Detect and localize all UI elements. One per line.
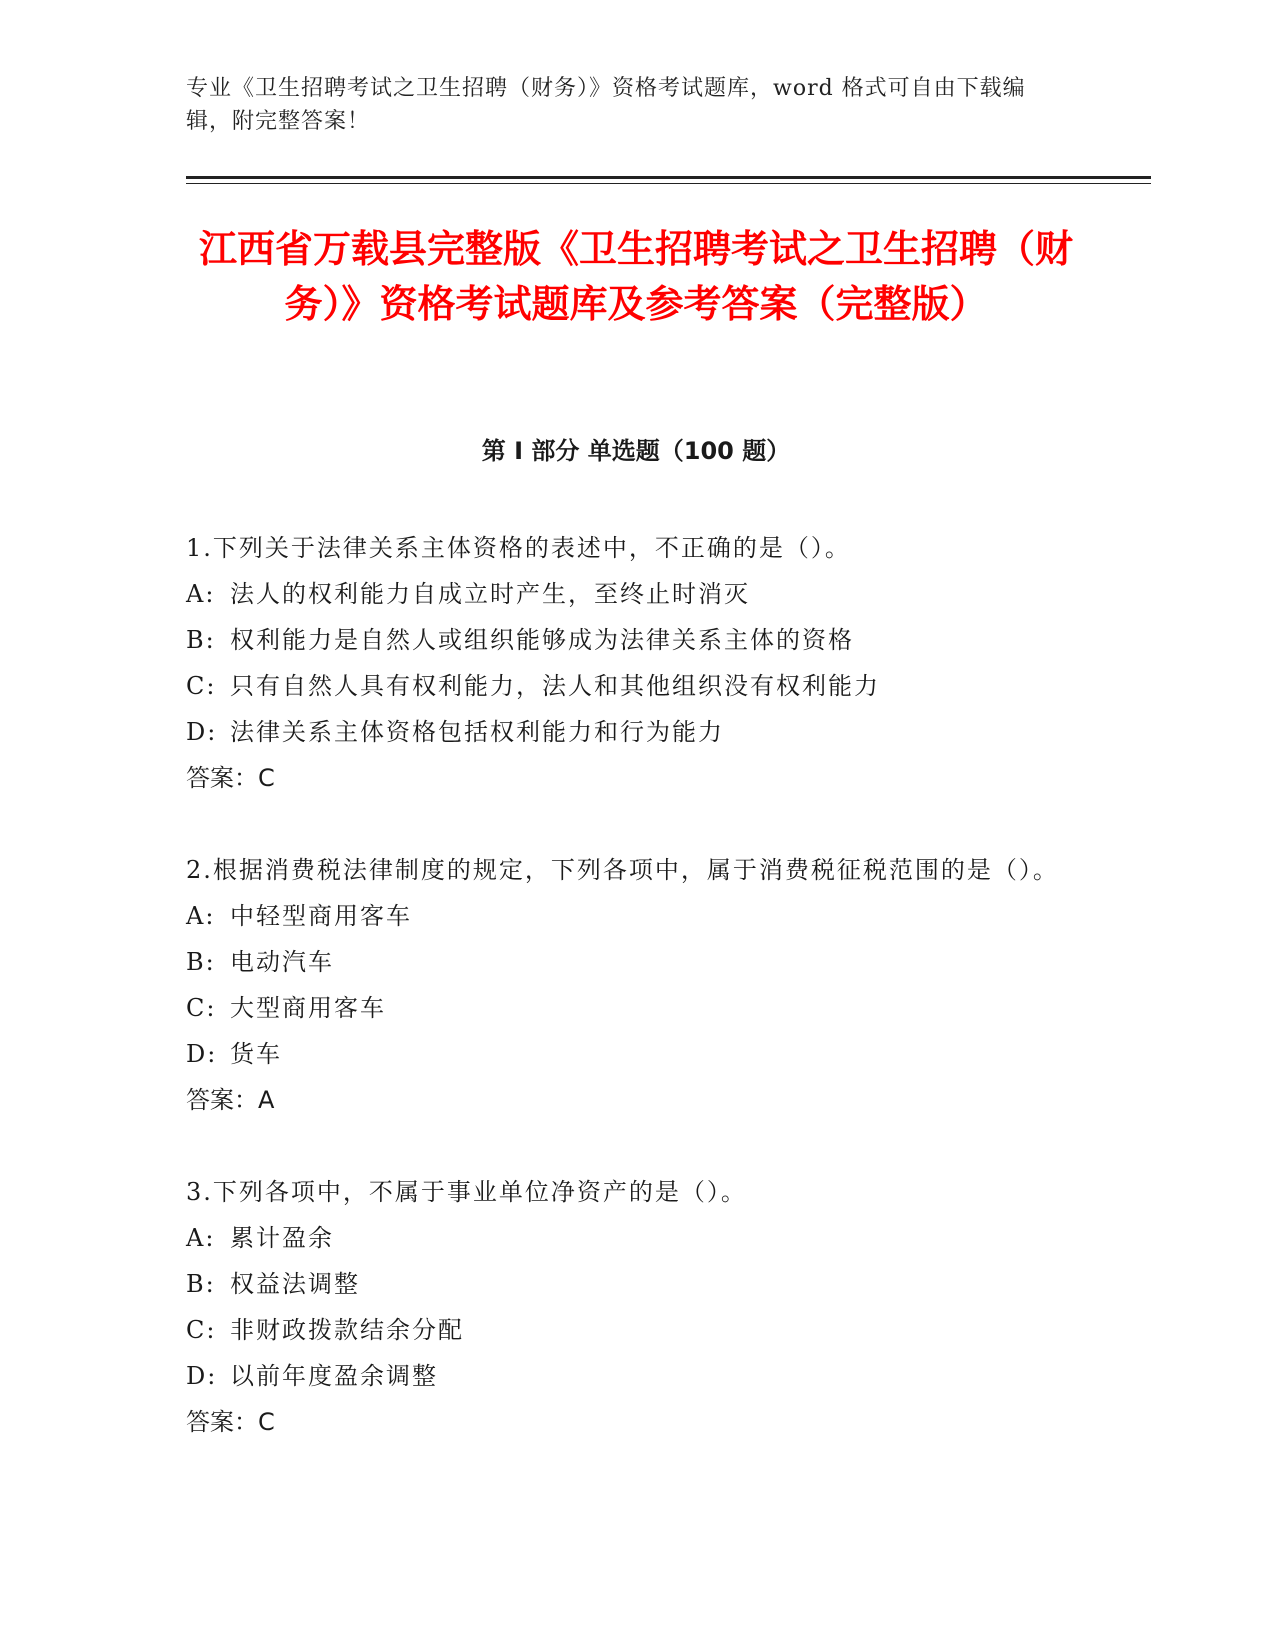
option-text: 以前年度盈余调整: [230, 1362, 438, 1390]
option-text: 非财政拨款结余分配: [230, 1316, 464, 1344]
question-list: [186, 525, 1066, 1491]
option-text: 法人的权利能力自成立时产生，至终止时消灭: [230, 580, 750, 608]
section-title: 第 I 部分 单选题（100 题）: [481, 437, 791, 465]
option-key: D:: [186, 718, 218, 746]
option-b: [186, 1261, 1066, 1307]
option-text: 权利能力是自然人或组织能够成为法律关系主体的资格: [230, 626, 854, 654]
option-a: [186, 1215, 1066, 1261]
option-key: B:: [186, 1270, 216, 1298]
option-b: [186, 939, 1066, 985]
option-key: B:: [186, 948, 216, 976]
option-d: [186, 709, 1066, 755]
answer: 答案：A: [186, 1086, 275, 1114]
option-c: [186, 985, 1066, 1031]
question-stem: 1.下列关于法律关系主体资格的表述中，不正确的是（）。: [186, 534, 851, 562]
option-key: D:: [186, 1362, 218, 1390]
option-text: 大型商用客车: [230, 994, 386, 1022]
option-key: A:: [186, 580, 216, 608]
option-d: [186, 1353, 1066, 1399]
option-text: 只有自然人具有权利能力，法人和其他组织没有权利能力: [230, 672, 880, 700]
option-key: C:: [186, 672, 217, 700]
option-c: [186, 663, 1066, 709]
answer: 答案：C: [186, 764, 275, 792]
option-text: 法律关系主体资格包括权利能力和行为能力: [230, 718, 724, 746]
question-stem: 2.根据消费税法律制度的规定，下列各项中，属于消费税征税范围的是（）。: [186, 856, 1059, 884]
option-b: [186, 617, 1066, 663]
option-text: 累计盈余: [230, 1224, 334, 1252]
header-rule-thin: [186, 183, 1151, 184]
question-stem: 3.下列各项中，不属于事业单位净资产的是（）。: [186, 1178, 747, 1206]
question-2: [186, 847, 1066, 1123]
option-text: 权益法调整: [230, 1270, 360, 1298]
option-text: 电动汽车: [230, 948, 334, 976]
option-text: 中轻型商用客车: [230, 902, 412, 930]
header-rule-thick: [186, 176, 1151, 179]
option-a: [186, 893, 1066, 939]
option-d: [186, 1031, 1066, 1077]
option-key: A:: [186, 902, 216, 930]
document-title: 江西省万载县完整版《卫生招聘考试之卫生招聘（财务）》资格考试题库及参考答案（完整版）: [198, 227, 1073, 326]
option-key: C:: [186, 1316, 217, 1344]
option-c: [186, 1307, 1066, 1353]
option-key: A:: [186, 1224, 216, 1252]
header-note: 专业《卫生招聘考试之卫生招聘（财务）》资格考试题库，word 格式可自由下载编辑，附完整答案！: [186, 76, 1026, 134]
option-key: C:: [186, 994, 217, 1022]
question-1: [186, 525, 1066, 801]
option-a: [186, 571, 1066, 617]
option-text: 货车: [230, 1040, 282, 1068]
question-3: [186, 1169, 1066, 1445]
option-key: D:: [186, 1040, 218, 1068]
answer: 答案：C: [186, 1408, 275, 1436]
option-key: B:: [186, 626, 216, 654]
